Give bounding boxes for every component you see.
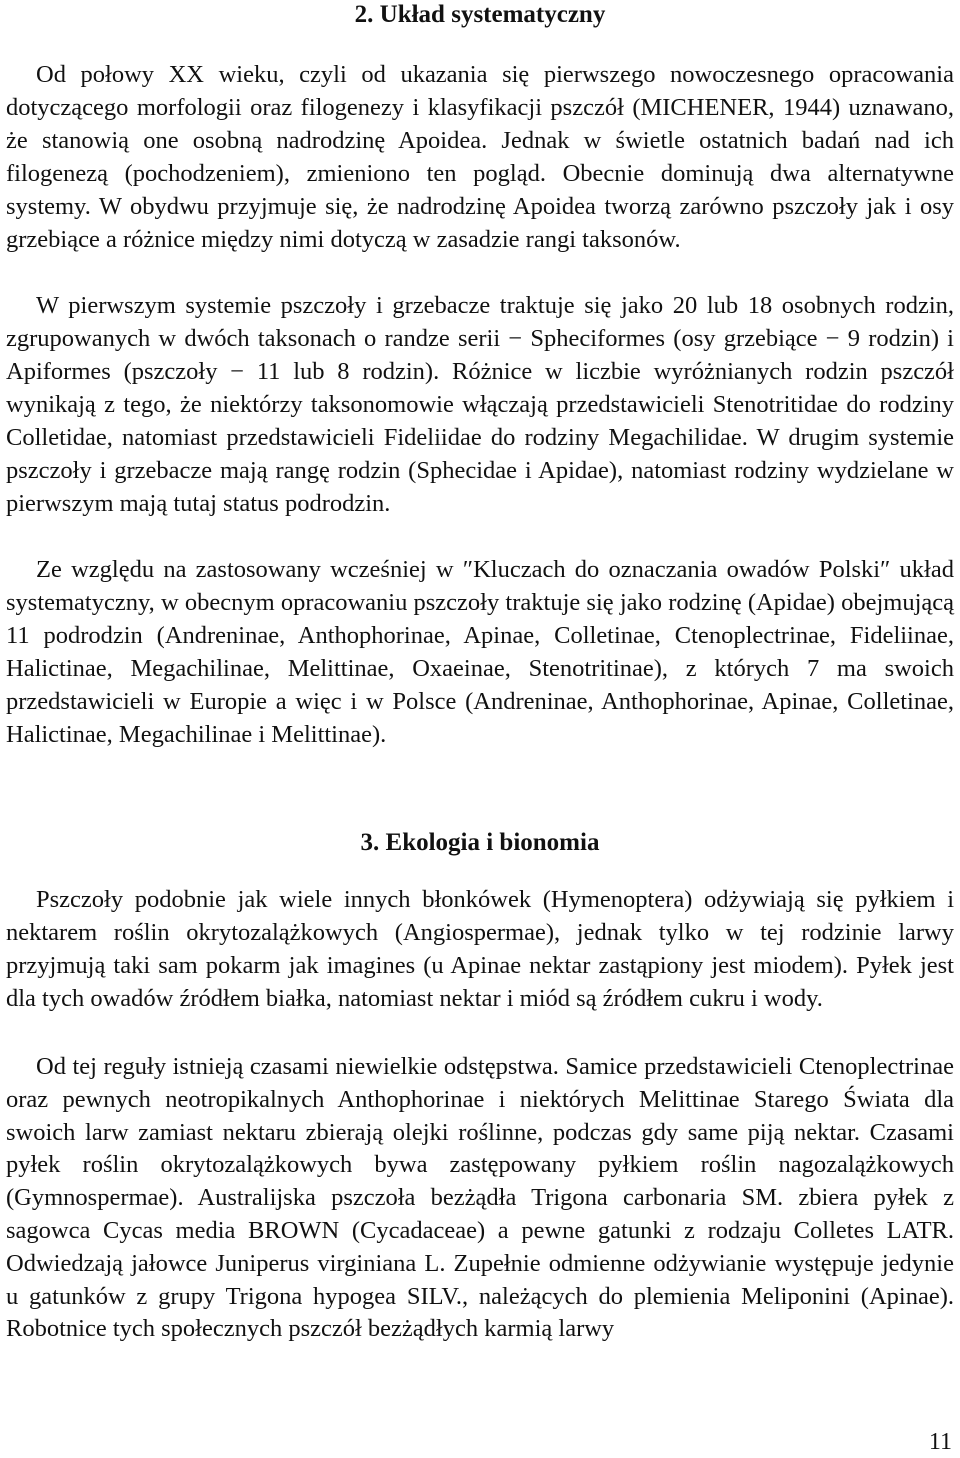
paragraph-exceptions: Od tej reguły istnieją czasami niewielkie odstępstwa. Samice przedstawicieli Ctenoplectrinae oraz pewnych neotropikalnych Anthophorinae i niektórych Melittinae Starego Świata dla swoich larw zamiast nektaru zbierają olejki roślinne, podczas gdy same piją nektar. Czasami pyłek roślin okrytozalążkowych bywa zastępowany pyłkiem roślin nagozalążkowych (Gymnospermae). Australijska pszczoła bezżądła Trigona carbonaria SM. zbiera pyłek z sagowca Cycas media BROWN (Cycadaceae) a pewne gatunki z rodzaju Colletes LATR. Odwiedzają jałowce Juniperus virginiana L. Zupełnie odmienne odżywianie występuje jedynie u gatunków z grupy Trigona hypogea SILV., należących do plemienia Meliponini (Apinae). Robotnice tych społecznych pszczół bezżądłych karmią larwy	[6, 1053, 954, 1343]
paragraph-diet: Pszczoły podobnie jak wiele innych błonkówek (Hymenoptera) odżywiają się pyłkiem i nektarem roślin okrytozalążkowych (Angiospermae), jednak tylko w tej rodzinie larwy przyjmują taki sam pokarm jak imagines (u Apinae nektar zastąpiony jest miodem). Pyłek jest dla tych owadów źródłem białka, natomiast nektar i miód są źródłem cukru i wody.	[6, 886, 954, 1012]
paragraph-adopted-system: Ze względu na zastosowany wcześniej w ″Kluczach do oznaczania owadów Polski″ układ systematyczny, w obecnym opracowaniu pszczoły traktuje się jako rodzinę (Apidae) obejmującą 11 podrodzin (Andreninae, Anthophorinae, Apinae, Colletinae, Ctenoplectrinae, Fideliinae, Halictinae, Megachilinae, Melittinae, Oxaeinae, Stenotritinae), z których 7 ma swoich przedstawicieli w Europie a więc i w Polsce (Andreninae, Anthophorinae, Apinae, Colletinae, Halictinae, Megachilinae i Melittinae).	[6, 556, 954, 748]
section-heading-systematics: 2. Układ systematyczny	[354, 1, 606, 28]
page-number: 11	[928, 1429, 952, 1455]
paragraph-first-system: W pierwszym systemie pszczoły i grzebacze traktuje się jako 20 lub 18 osobnych rodzin, zgrupowanych w dwóch taksonach o randze serii − Spheciformes (osy grzebiące − 9 rodzin) i Apiformes (pszczoły − 11 lub 8 rodzin). Różnice w liczbie wyróżnianych rodzin pszczół wynikają z tego, że niektórzy taksonomowie włączają przedstawicieli Stenotritidae do rodziny Colletidae, natomiast przedstawicieli Fideliidae do rodziny Megachilidae. W drugim systemie pszczoły i grzebacze mają rangę rodzin (Sphecidae i Apidae), natomiast rodziny wydzielane w pierwszym mają tutaj status podrodzin.	[6, 292, 954, 517]
section-heading-ecology: 3. Ekologia i bionomia	[360, 829, 600, 856]
paragraph-intro: Od połowy XX wieku, czyli od ukazania się pierwszego nowoczesnego opracowania dotyczącego morfologii oraz filogenezy i klasyfikacji pszczół (MICHENER, 1944) uznawano, że stanowią one osobną nadrodzinę Apoidea. Jednak w świetle ostatnich badań nad ich filogenezą (pochodzeniem), zmieniono ten pogląd. Obecnie dominują dwa alternatywne systemy. W obydwu przyjmuje się, że nadrodzinę Apoidea tworzą zarówno pszczoły jak i osy grzebiące a różnice między nimi dotyczą w zasadzie rangi taksonów.	[6, 61, 954, 253]
